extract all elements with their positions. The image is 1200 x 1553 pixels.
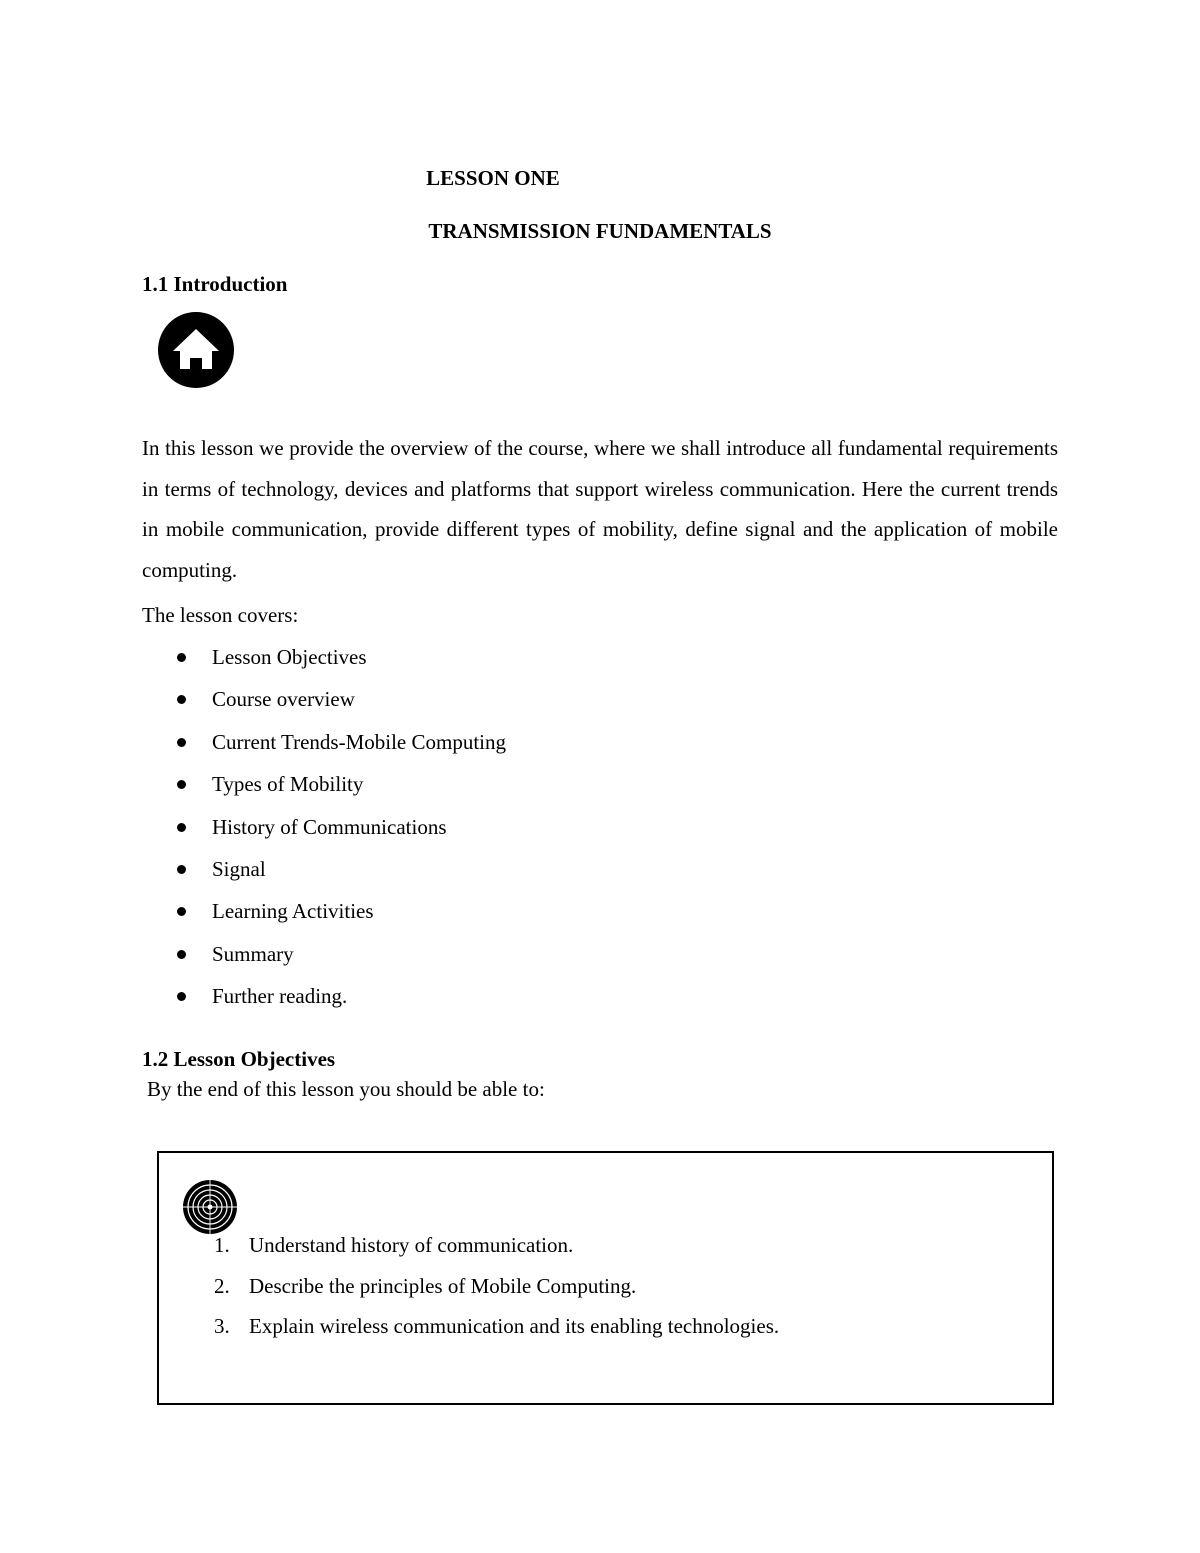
lesson-covers-list [142,636,506,1018]
home-icon [158,312,234,388]
list-item: Lesson Objectives [142,636,506,678]
list-item: 2. Describe the principles of Mobile Computing. [214,1273,637,1298]
list-item: History of Communications [142,806,506,848]
objectives-intro-text: By the end of this lesson you should be able to: [147,1077,545,1101]
introduction-paragraph: In this lesson we provide the overview of the course, where we shall introduce all fundamental requirements in terms of technology, devices and platforms that support wireless communication. Here the current trends in mobile communication, provide different types of mobility, define signal and the application of mobile computing. [142,436,1058,582]
list-item: Signal [142,848,506,890]
lesson-title: LESSON ONE [426,166,560,190]
objectives-box [157,1151,1054,1405]
list-item: Further reading. [142,975,506,1017]
list-item: Course overview [142,678,506,720]
lesson-objectives-heading: 1.2 Lesson Objectives [142,1047,336,1071]
bullet-icon [177,653,186,662]
list-item: 3. Explain wireless communication and its enabling technologies. [214,1314,780,1338]
list-item: Current Trends-Mobile Computing [142,721,506,763]
bullet-icon [177,823,186,832]
lesson-covers-label: The lesson covers: [142,603,299,627]
bullet-icon [177,950,186,959]
bullet-icon [177,738,186,747]
objectives-list [159,1225,779,1347]
list-item: Learning Activities [142,890,506,932]
bullet-icon [177,695,186,704]
list-item: 1. Understand history of communication. [214,1233,574,1257]
bullet-icon [177,907,186,916]
lesson-subtitle: TRANSMISSION FUNDAMENTALS [428,219,772,243]
list-item: Types of Mobility [142,763,506,805]
introduction-heading: 1.1 Introduction [142,272,288,296]
bullet-icon [177,992,186,1001]
bullet-icon [177,780,186,789]
bullet-icon [177,865,186,874]
list-item: Summary [142,933,506,975]
